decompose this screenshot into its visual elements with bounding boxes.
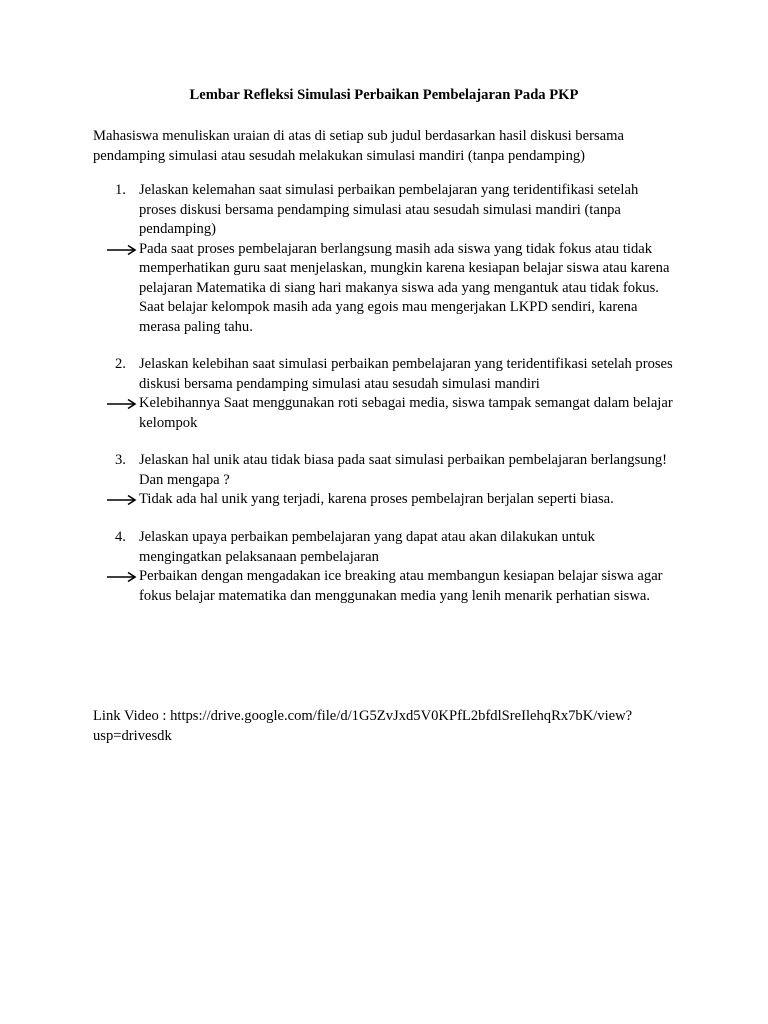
list-item-1 [93, 181, 693, 337]
intro-paragraph: Mahasiswa menuliskan uraian di atas di setiap sub judul berdasarkan hasil diskusi bersama pendamping simulasi atau sesudah melakukan simulasi mandiri (tanpa pendamping) [93, 128, 624, 164]
item-answer: Perbaikan dengan mengadakan ice breaking atau membangun kesiapan belajar siswa agar fokus belajar matematika dan menggunakan media yang lenih menarik perhatian siswa. [139, 568, 663, 604]
item-answer-row [139, 394, 679, 433]
document-title: Lembar Refleksi Simulasi Perbaikan Pembelajaran Pada PKP [189, 87, 579, 103]
list-item-2 [93, 355, 693, 433]
item-number: 2. [115, 356, 126, 372]
item-question: Jelaskan kelebihan saat simulasi perbaikan pembelajaran yang teridentifikasi setelah proses diskusi bersama pendamping simulasi atau sesudah simulasi mandiri [139, 356, 673, 392]
video-link[interactable]: Link Video : https://drive.google.com/file/d/1G5ZvJxd5V0KPfL2bfdlSreIlehqRx7bK/view?usp=drivesdk [93, 708, 633, 744]
list-item-3 [93, 451, 693, 510]
item-answer-row [139, 490, 679, 510]
arrow-right-icon [106, 244, 138, 256]
item-answer: Pada saat proses pembelajaran berlangsung masih ada siswa yang tidak fokus atau tidak memperhatikan guru saat menjelaskan, mungkin karena kesiapan belajar siswa atau karena pelajaran Matematika di siang hari makanya siswa ada yang mengantuk atau tidak fokus. Saat belajar kelompok masih ada yang egois mau mengerjakan LKPD sendiri, karena merasa paling tahu. [139, 240, 670, 335]
item-answer-row [139, 567, 679, 606]
item-question: Jelaskan kelemahan saat simulasi perbaikan pembelajaran yang teridentifikasi setelah proses diskusi bersama pendamping simulasi atau sesudah simulasi mandiri (tanpa pendamping) [139, 182, 639, 237]
item-question: Jelaskan upaya perbaikan pembelajaran yang dapat atau akan dilakukan untuk mengingatkan pelaksanaan pembelajaran [139, 529, 595, 565]
item-number: 4. [115, 529, 126, 545]
item-answer-row [139, 240, 679, 338]
arrow-right-icon [106, 398, 138, 410]
item-question: Jelaskan hal unik atau tidak biasa pada saat simulasi perbaikan pembelajaran berlangsung! Dan mengapa ? [139, 452, 668, 488]
arrow-right-icon [106, 494, 138, 506]
item-answer: Tidak ada hal unik yang terjadi, karena proses pembelajran berjalan seperti biasa. [139, 491, 614, 507]
item-number: 1. [115, 182, 126, 198]
arrow-right-icon [106, 571, 138, 583]
item-number: 3. [115, 452, 126, 468]
item-answer: Kelebihannya Saat menggunakan roti sebagai media, siswa tampak semangat dalam belajar kelompok [139, 395, 673, 431]
list-item-4 [93, 528, 693, 606]
